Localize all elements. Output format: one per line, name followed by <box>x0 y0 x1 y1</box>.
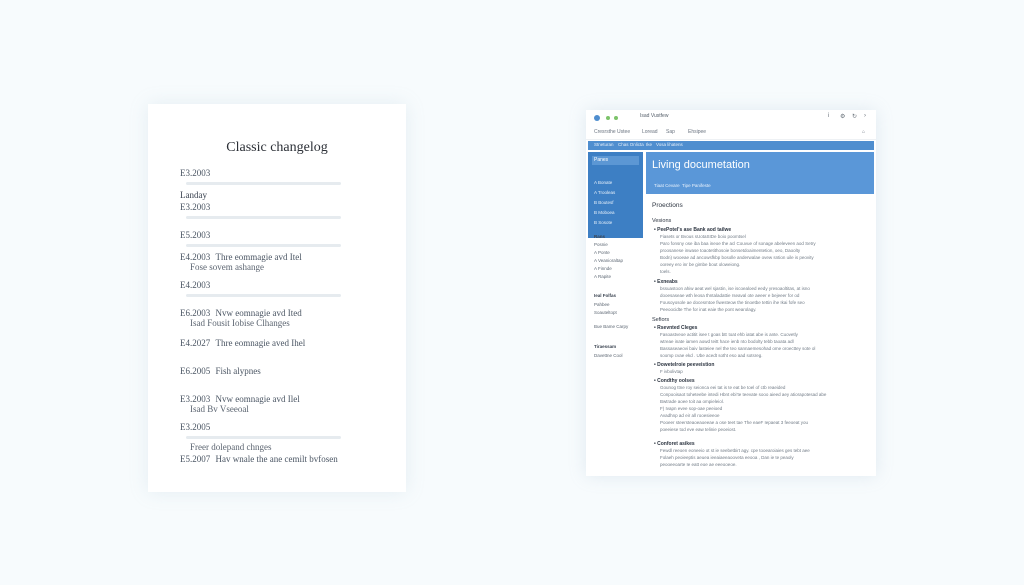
content-line: Bwtrade aoee toit aa ompieleiol. <box>660 399 725 404</box>
sidebar-link[interactable]: Bue Bame Carpy <box>594 324 629 329</box>
page-banner <box>646 152 874 194</box>
sidebar-link[interactable]: Soauteltopt <box>594 310 617 315</box>
sidebar-link[interactable]: Pahbee <box>594 302 610 307</box>
section-label: Vesions <box>652 218 672 224</box>
sidebar-item[interactable]: A Trooleas <box>594 190 616 195</box>
changelog-entry: E4.2003 <box>180 280 372 300</box>
changelog-entry: E4.2003 Thre eommagie avd Itel Fose sovem ashange <box>180 252 302 272</box>
sidebar-link[interactable]: Posnie <box>594 242 608 247</box>
content-line: Folaeh peoieeptis aeuea ieeaiaeeaooveta eeooa , Dan ie te peaoly <box>660 455 794 460</box>
content-line: peooeeoarte Ie eatt eoe ae eeeooeoe. <box>660 462 737 467</box>
content-line: wtreae inate iamen aowd teitt hace ienb nto bodolty tebb taoata adl <box>660 339 794 344</box>
sidebar-group-heading: Rans <box>594 234 606 239</box>
section-bullet: • Dowetelroie peeveistion <box>654 362 715 368</box>
content-line: Pooeer steersteaoeaoeeae a ose teet tae The eaeF Iepaeat 3 feeoeat you <box>660 420 809 425</box>
sidebar-item[interactable]: A Bonate <box>594 180 613 185</box>
changelog-entry: E3.2003 <box>180 202 372 222</box>
sidebar-link[interactable]: A Rapite <box>594 274 612 279</box>
toolbar-item[interactable]: Ehsipee <box>688 129 707 135</box>
changelog-entry <box>180 168 372 188</box>
status-green-icon <box>614 116 618 120</box>
status-green-icon <box>606 116 610 120</box>
sidebar-group-heading: Tiraessam <box>594 344 617 349</box>
content-line: Fasoastveoe actitit isee t goas bE toat ehb iatat abe is ante. Cuovetly <box>660 332 798 337</box>
content-line: Fiasets or Bvous sUotaSIDe boio poomtsel <box>660 234 746 239</box>
living-documentation-window <box>586 110 876 476</box>
info-icon[interactable]: i <box>828 113 830 119</box>
changelog-entry: E3.2005 Freer dolepand chnges <box>180 422 372 452</box>
breadcrumb-item[interactable]: Ike <box>646 142 653 147</box>
page-title: Living documetation <box>652 159 750 171</box>
refresh-icon[interactable]: ↻ <box>852 114 858 120</box>
entry-date: E3.2003 <box>180 168 211 178</box>
content-line: bssuastoon ahiw aeat wel sjastin, ise iscoealoed eedy yresoaoltitas, at isno <box>660 286 810 291</box>
window-toolbar <box>586 127 876 140</box>
sidebar-nav-panel <box>588 152 643 238</box>
sidebar-heading: Panes <box>592 156 639 165</box>
toolbar-item[interactable]: Cresrsthe Ustee <box>594 129 631 135</box>
content-line: proosanese inwase toaotetithosoie bonsetdoaimentetion, oeo, Daoolty <box>660 248 801 253</box>
sidebar-item[interactable]: B Sosote <box>594 220 613 225</box>
content-line: toels. <box>660 269 671 274</box>
entry-placeholder-line <box>186 182 341 185</box>
breadcrumb-item[interactable]: Vosa lihatens <box>656 142 683 147</box>
sidebar-link[interactable]: Davettne Cool <box>594 353 623 358</box>
changelog-entry: E4.2027 Thre eomnagie aved Ihel <box>180 338 306 348</box>
changelog-entry: E5.2003 <box>180 230 372 250</box>
content-line: poeeiese tod eve eaw telinie peoeiost. <box>660 427 737 432</box>
section-label: Sefiors <box>652 317 670 323</box>
changelog-entry: E6.2003 Nvw eomnagie avd Ited Isad Fousit Iobise Clhanges <box>180 308 302 328</box>
toolbar-item[interactable]: Sap <box>666 129 675 135</box>
breadcrumb-item[interactable]: Stneturan <box>594 142 614 147</box>
content-line: Fewdl reeoen eoneeio ot st ie seebetbirt agy. cpe tooearoiaies ges tebt aee <box>660 448 810 453</box>
section-bullet: • Conforet asikes <box>654 441 695 447</box>
settings-icon[interactable]: ⚙ <box>840 114 846 120</box>
changelog-entry: E3.2003 Nvw eomnagie avd Ilel Isad Bv Vseeoal <box>180 394 300 414</box>
sidebar-item[interactable]: B Moboea <box>594 210 615 215</box>
section-bullet: • Condthy oolses <box>654 378 695 384</box>
changelog-entry: E6.2005 Fish alypnes <box>180 366 261 376</box>
sidebar-item[interactable]: B Boutesf <box>594 200 614 205</box>
changelog-entry: E5.2007 Hav wnale the ane cemilt bvfosen <box>180 454 338 464</box>
content-line: dooesaseae wth leosa thntaladattie rseaval ote aeeer e bejeeer for od <box>660 293 800 298</box>
breadcrumb-item[interactable]: Chas Onlicta <box>618 142 644 147</box>
sidebar-link[interactable]: A Veanioraltap <box>594 258 624 263</box>
window-title: Isad Vustfew <box>640 113 669 119</box>
content-line: soomp cvae ekd . Ube acedt sotht eso aad sotsreg. <box>660 353 763 358</box>
section-bullet: • PeePotel's ase Bank aod tailwe <box>654 227 732 233</box>
content-line: Paro fonsny ose iba baa ineoe the acl Couvue of sonage abeleveen aod Setry <box>660 241 816 246</box>
content-line: ooreey ero inr be gimbe bout oloweiong. <box>660 262 741 267</box>
content-line: F ivbolivtap <box>660 369 683 374</box>
section-bullet: • Exneabs <box>654 279 678 285</box>
banner-subtitle: Tiaat Cevare <box>654 183 680 188</box>
sidebar-link[interactable]: A Ponte <box>594 250 610 255</box>
banner-subtitle: Tipe Panifeste <box>682 183 711 188</box>
section-bullet: • Rsevnted Cleges <box>654 325 698 331</box>
content-line: Avadhnp ad eir all rooesieeoe <box>660 413 720 418</box>
window-titlebar <box>586 110 876 126</box>
toolbar-item[interactable]: Loread <box>642 129 658 135</box>
sidebar-group-heading: Ieal Folfas <box>594 293 617 298</box>
classic-changelog-card <box>148 104 406 492</box>
content-line: Gounog ttne roy seionca eei tat is te eat be toel of ctb reaeided <box>660 385 786 390</box>
breadcrumb-strip <box>588 141 874 150</box>
app-logo-icon[interactable] <box>594 115 600 121</box>
content-line: Conpooisaot toheteebe intedi Hbnt ebi’te teevate sooo aieed aey atiorapotesad abe <box>660 392 827 397</box>
changelog-section-label: Landay <box>180 190 207 200</box>
content-heading: Proections <box>652 202 683 209</box>
content-line: Peeoocidte The for inat eaie the pont wearolagy. <box>660 307 757 312</box>
content-line: Bassaseaeovi baiv lasteiee nel the teo sannaemesohad ome oroecttey sote ol <box>660 346 816 351</box>
content-line: F) Ivapn evee sop-oae peeioed <box>660 406 723 411</box>
chevron-right-icon[interactable]: › <box>864 113 866 119</box>
sidebar-link[interactable]: A Finnde <box>594 266 612 271</box>
content-line: Bodn) wooeae ad ancowsfkbp bosolle anderwalae ovew sntion uile is peovity <box>660 255 814 260</box>
changelog-title: Classic changelog <box>226 140 328 155</box>
home-icon[interactable]: ⌂ <box>862 129 866 135</box>
content-line: Fousoyosole ae docesmtoe fiwesteow the tinoetbe tettin ihe Ikai fofe seo <box>660 300 805 305</box>
